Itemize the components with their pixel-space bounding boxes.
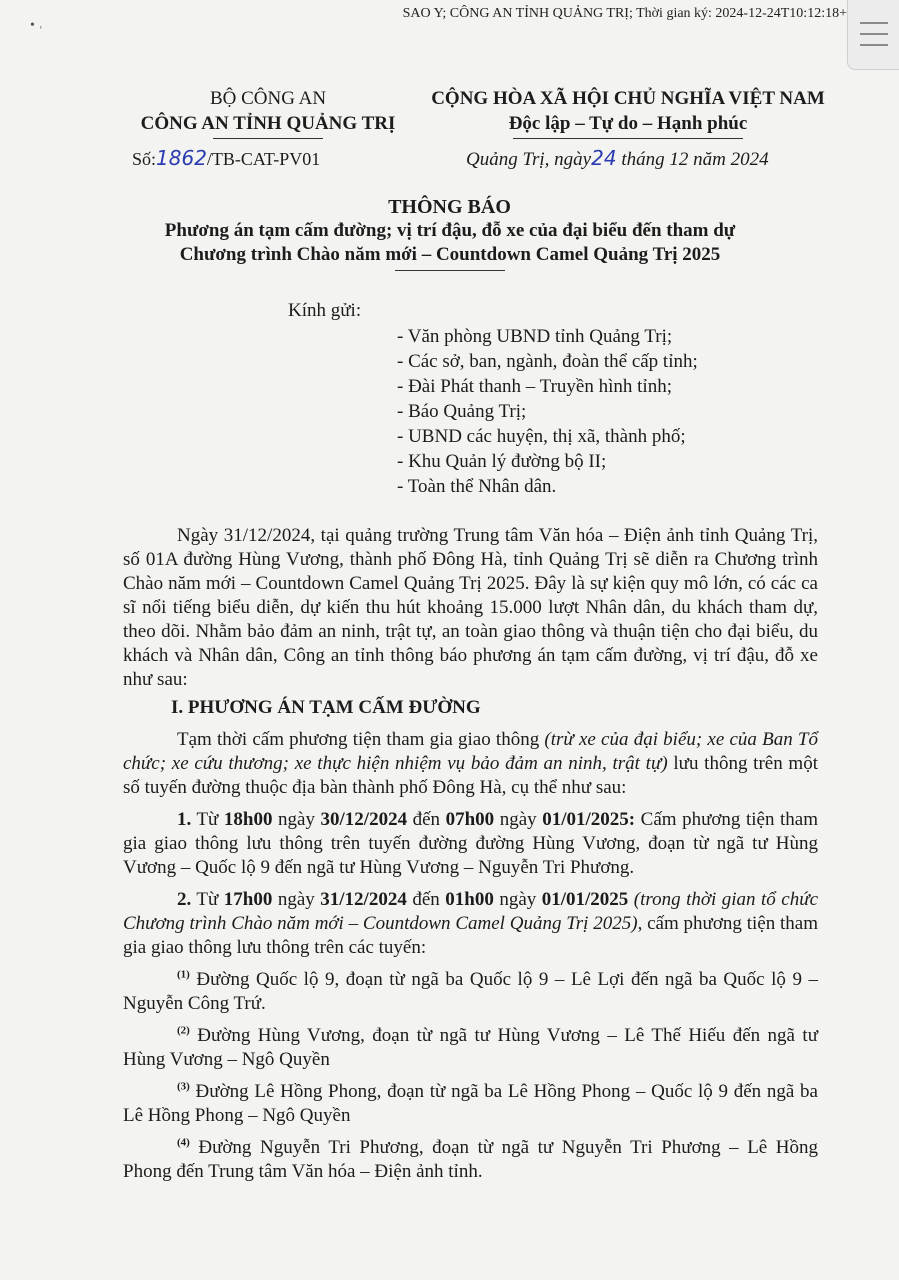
item-italic-note: (trong thời gian tổ chức Chương trình Chào năm mới – Countdown Camel Quảng Trị 2025) [123,889,819,934]
item-time: 07h00 [445,809,495,830]
document-number [132,146,320,170]
item-text: ngày [494,809,543,830]
item-text: Từ [191,809,224,830]
route-item [123,968,818,1016]
recipient-item: - Toàn thể Nhân dân. [397,476,557,497]
item-text: đến [406,889,446,910]
route-item [123,1024,818,1072]
item-text: Cấm phương tiện tham gia giao thông lưu thông trên tuyến đường đường Hùng Vương, đoạn từ ngã tư Hùng Vương – Quốc lộ 9 đến ngã tư Hùng Vương – Nguyễn Tri Phương. [123,809,819,878]
document-subtitle [120,219,780,267]
digital-signature-stamp: SAO Y; CÔNG AN TỈNH QUẢNG TRỊ; Thời gian ký: 2024-12-24T10:12:18+ [402,6,847,21]
document-body [123,524,818,1184]
item-date: 01/01/2025: [542,809,636,830]
item-time: 01h00 [445,889,494,910]
item-text: ngày [272,809,321,830]
route-item [123,1136,818,1184]
national-header-block [418,86,838,139]
route-text: Đường Quốc lộ 9, đoạn từ ngã ba Quốc lộ 9 – Lê Lợi đến ngã ba Quốc lộ 9 – Nguyễn Công Trứ. [123,969,818,1014]
route-text: Đường Nguyễn Tri Phương, đoạn từ ngã tư Nguyễn Tri Phương – Lê Hồng Phong đến Trung tâm Văn hóa – Điện ảnh tỉnh. [123,1137,818,1182]
section-1-heading: I. PHƯƠNG ÁN TẠM CẤM ĐƯỜNG [171,697,481,718]
item-date: 30/12/2024 [320,809,408,830]
recipient-item: - Báo Quảng Trị; [397,401,527,422]
item-date: 31/12/2024 [320,889,407,910]
item-text: ngày [493,889,542,910]
national-motto: Độc lập – Tự do – Hạnh phúc [508,113,748,134]
scan-speck-icon: • ˒ [30,18,44,33]
subtitle-line-2: Chương trình Chào năm mới – Countdown Camel Quảng Trị 2025 [179,244,721,265]
handwritten-number: 1862 [156,146,207,170]
route-text: Đường Lê Hồng Phong, đoạn từ ngã ba Lê Hồng Phong – Quốc lộ 9 đến ngã ba Lê Hồng Phong – Ngô Quyền [123,1081,818,1126]
issuing-agency-block [118,86,418,139]
item-text: , cấm phương tiện tham gia giao thông lưu thông trên các tuyến: [123,913,818,958]
item-time: 18h00 [223,809,273,830]
item-text: ngày [272,889,321,910]
recipient-item: - Các sở, ban, ngành, đoàn thể cấp tỉnh; [397,351,698,372]
recipient-item: - Văn phòng UBND tỉnh Quảng Trị; [397,326,673,347]
s1-text-a: Tạm thời cấm phương tiện tham gia giao thông [177,729,545,750]
item-number: 2. [177,889,192,910]
item-number: 1. [177,809,192,830]
addressee-label: Kính gửi: [288,300,362,321]
number-suffix: /TB-CAT-PV01 [206,149,321,169]
nation-name: CỘNG HÒA XÃ HỘI CHỦ NGHĨA VIỆT NAM [431,88,825,109]
route-item [123,1080,818,1128]
route-marker: (4) [177,1136,190,1149]
section-1-intro [123,728,818,800]
date-suffix: tháng 12 năm 2024 [616,149,769,170]
handwritten-day: 24 [591,146,617,170]
subtitle-line-1: Phương án tạm cấm đường; vị trí đậu, đỗ xe của đại biểu đến tham dự [164,220,736,241]
menu-icon[interactable] [847,0,899,70]
motto-underline [513,138,743,139]
item-date: 01/01/2025 [541,889,629,910]
intro-paragraph: Ngày 31/12/2024, tại quảng trường Trung tâm Văn hóa – Điện ảnh tỉnh Quảng Trị, số 01A đường Hùng Vương, thành phố Đông Hà, tỉnh Quảng Trị sẽ diễn ra Chương trình Chào năm mới – Countdown Camel Quảng Trị 2025. Đây là sự kiện quy mô lớn, có các ca sĩ nổi tiếng biểu diễn, dự kiến thu hút khoảng 15.000 lượt Nhân dân, du khách tham dự, theo dõi. Nhằm bảo đảm an ninh, trật tự, an toàn giao thông và thuận tiện cho đại biểu, du khách và Nhân dân, Công an tỉnh thông báo phương án tạm cấm đường, vị trí đậu, đỗ xe như sau: [123,525,818,690]
document-title: THÔNG BÁO [388,196,511,218]
route-marker: (3) [177,1080,190,1093]
route-marker: (2) [177,1024,190,1037]
route-marker: (1) [177,968,190,981]
agency-underline [213,138,323,139]
closure-item-2 [123,888,818,960]
item-time: 17h00 [223,889,273,910]
number-prefix: Số: [132,149,157,169]
recipient-item: - Khu Quản lý đường bộ II; [397,451,607,472]
subtitle-underline [395,270,505,271]
ministry-name: BỘ CÔNG AN [209,88,327,109]
date-prefix: Quảng Trị, ngày [466,149,592,170]
item-text: đến [407,809,446,830]
recipient-item: - Đài Phát thanh – Truyền hình tỉnh; [397,376,672,397]
s1-exceptions: (trừ xe của đại biểu; xe của Ban Tổ chức; xe cứu thương; xe thực hiện nhiệm vụ bảo đảm an ninh, trật tự) [123,729,818,774]
issue-date [466,146,769,171]
recipient-item: - UBND các huyện, thị xã, thành phố; [397,426,686,447]
item-text: Từ [191,889,224,910]
closure-item-1 [123,808,818,880]
agency-name: CÔNG AN TỈNH QUẢNG TRỊ [140,113,396,134]
route-text: Đường Hùng Vương, đoạn từ ngã tư Hùng Vương – Lê Thế Hiếu đến ngã tư Hùng Vương – Ngô Quyền [123,1025,818,1070]
s1-text-b: lưu thông trên một số tuyến đường thuộc địa bàn thành phố Đông Hà, cụ thể như sau: [123,753,818,798]
recipient-list [397,324,698,499]
